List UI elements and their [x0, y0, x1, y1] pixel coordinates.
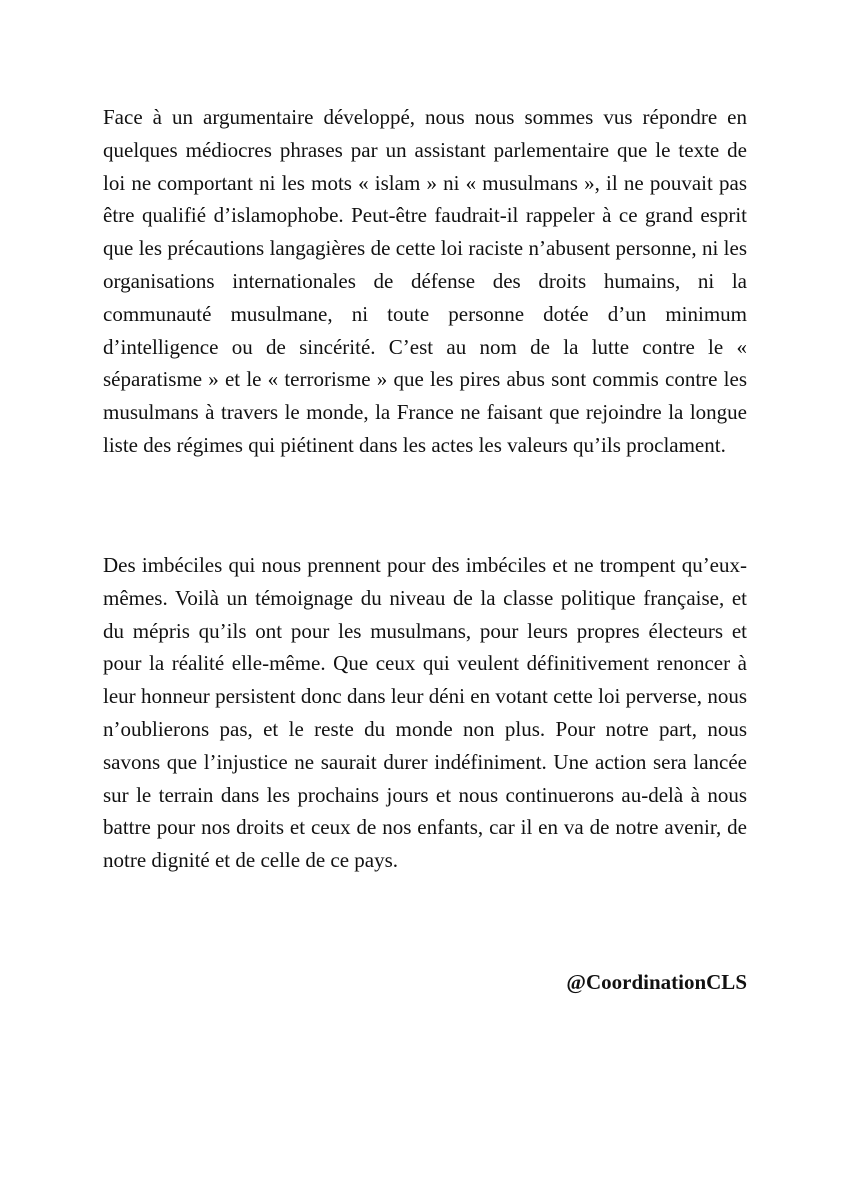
paragraph-1-text: Face à un argumentaire développé, nous nous sommes vus répondre en quelques médiocres phrases par un assistant parlementaire que le texte de loi ne comportant ni les mots « islam » ni « musulmans », il ne pouvait pas être qualifié d’islamophobe. Peut-être faudrait-il rappeler à ce grand esprit que les précautions langagières de cette loi raciste n’abusent personne, ni les organisations internationales de défense des droits humains, ni la communauté musulmane, ni toute personne dotée d’un minimum d’intelligence ou de sincérité. C’est au nom de la lutte contre le « séparatisme » et le « terrorisme » que les pires abus sont commis contre les musulmans à travers le monde, la France ne faisant que rejoindre la longue liste des régimes qui piétinent dans les actes les valeurs qu’ils proclament. [103, 105, 747, 457]
signature-handle: @CoordinationCLS [566, 970, 747, 994]
paragraph-2 [103, 549, 747, 877]
paragraph-1 [103, 101, 747, 462]
paragraph-2-text: Des imbéciles qui nous prennent pour des imbéciles et ne trompent qu’eux-mêmes. Voilà un témoignage du niveau de la classe politique française, et du mépris qu’ils ont pour les musulmans, pour leurs propres électeurs et pour la réalité elle-même. Que ceux qui veulent définitivement renoncer à leur honneur persistent donc dans leur déni en votant cette loi perverse, nous n’oublierons pas, et le reste du monde non plus. Pour notre part, nous savons que l’injustice ne saurait durer indéfiniment. Une action sera lancée sur le terrain dans les prochains jours et nous continuerons au-delà à nous battre pour nos droits et ceux de nos enfants, car il en va de notre avenir, de notre dignité et de celle de ce pays. [103, 553, 747, 873]
